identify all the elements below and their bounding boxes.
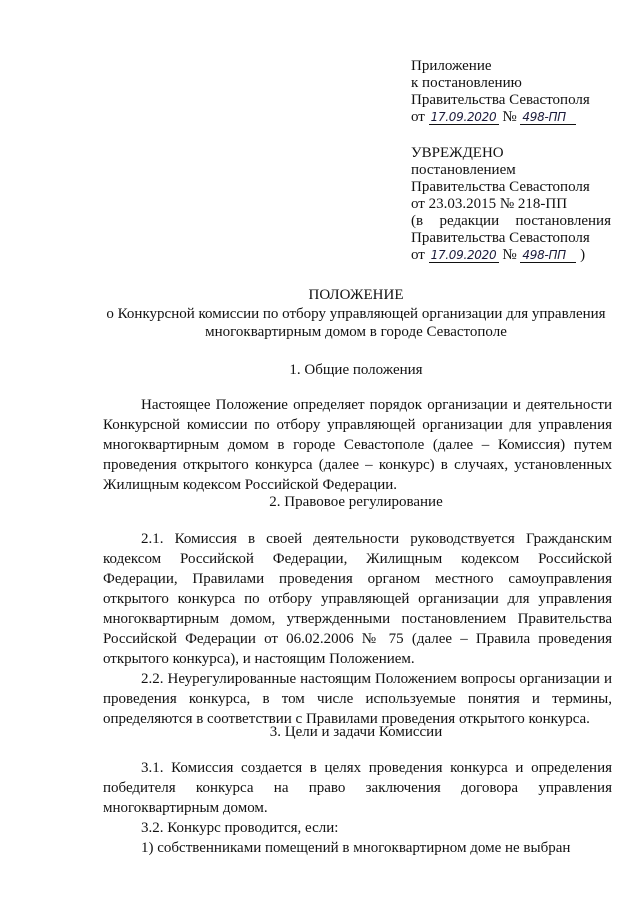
- section-3-heading: 3. Цели и задачи Комиссии: [269, 724, 443, 740]
- section-2-body: [103, 529, 612, 729]
- section-3-body: [103, 758, 612, 858]
- approved-title: УВРЕЖДЕНО: [411, 145, 504, 161]
- section-1-paragraph: Настоящее Положение определяет порядок организации и деятельности Конкурсной комиссии по отбору управляющей организации для управления многоквартирным домом в городе Севастополе (далее – Комиссия) путем проведения открытого конкурса (далее – конкурс) в случаях, установленных Жилищным кодексом Российской Федерации.: [103, 397, 612, 493]
- section-1-heading: 1. Общие положения: [289, 362, 423, 378]
- section-3-paragraph: 3.2. Конкурс проводится, если:: [141, 820, 339, 836]
- approved-date-handwritten: 17.09.2020: [429, 248, 499, 263]
- approved-line-2: Правительства Севастополя: [411, 179, 590, 195]
- appendix-number-prefix: №: [502, 109, 517, 125]
- approved-number-handwritten: 498-ПП: [520, 248, 576, 263]
- appendix-date-handwritten: 17.09.2020: [429, 110, 499, 125]
- approved-line-4: (в редакции постановления: [411, 213, 611, 229]
- appendix-line-1: Приложение: [411, 58, 492, 74]
- appendix-date-line: [411, 109, 611, 126]
- approved-line-1: постановлением: [411, 162, 516, 178]
- section-3-paragraph: 1) собственниками помещений в многоквартирном доме не выбран: [141, 840, 571, 856]
- section-1-body: [103, 395, 612, 495]
- approved-line-3: от 23.03.2015 № 218-ПП: [411, 196, 568, 212]
- appendix-date-prefix: от: [411, 109, 425, 125]
- approved-date-prefix: от: [411, 247, 425, 263]
- appendix-line-3: Правительства Севастополя: [411, 92, 590, 108]
- document-subtitle: о Конкурсной комиссии по отбору управляющей организации для управления многоквартирным домом в городе Севастополе: [106, 306, 606, 340]
- section-2-paragraph: 2.2. Неурегулированные настоящим Положением вопросы организации и проведения конкурса, в том числе используемые понятия и термины, определяются в соответствии с Правилами проведения открытого конкурса.: [103, 671, 612, 727]
- appendix-number-handwritten: 498-ПП: [520, 110, 576, 125]
- document-title: ПОЛОЖЕНИЕ: [308, 287, 404, 303]
- approved-close-paren: ): [580, 247, 586, 263]
- appendix-line-2: к постановлению: [411, 75, 522, 91]
- approved-header: [411, 145, 611, 264]
- section-2-paragraph: 2.1. Комиссия в своей деятельности руководствуется Гражданским кодексом Российской Федерации, Жилищным кодексом Российской Федерации, Правилами проведения органом местного самоуправления открытого конкурса по отбору управляющей организации для управления многоквартирным домом, утвержденными постановлением Правительства Российской Федерации от 06.02.2006 № 75 (далее – Правила проведения открытого конкурса), и настоящим Положением.: [103, 531, 612, 667]
- section-2-heading: 2. Правовое регулирование: [269, 494, 443, 510]
- approved-number-prefix: №: [502, 247, 517, 263]
- appendix-header: [411, 58, 611, 126]
- approved-line-5: Правительства Севастополя: [411, 230, 590, 246]
- approved-date-line: [411, 247, 611, 264]
- section-3-paragraph: 3.1. Комиссия создается в целях проведения конкурса и определения победителя конкурса на право заключения договора управления многоквартирным домом.: [103, 760, 612, 816]
